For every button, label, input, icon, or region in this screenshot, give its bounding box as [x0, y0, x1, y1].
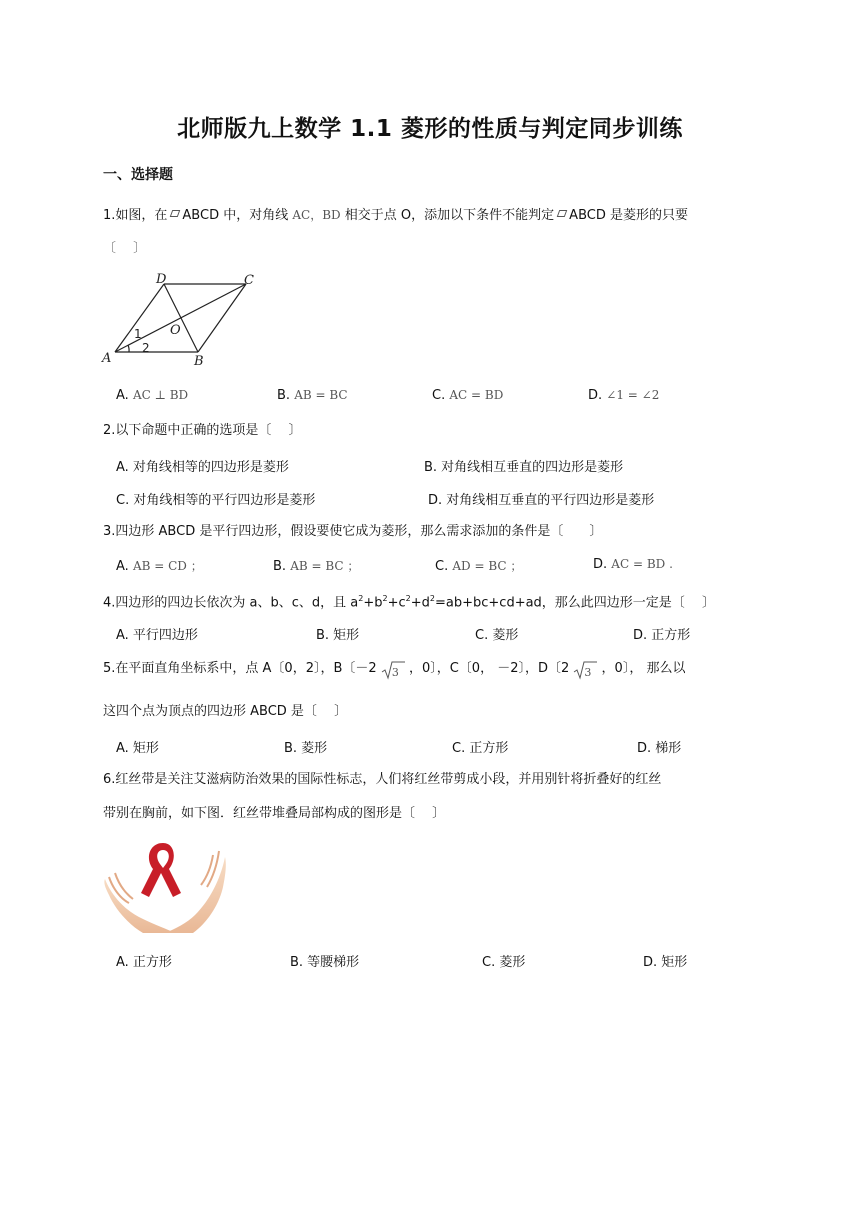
ribbon-icon	[141, 843, 181, 897]
question-6-line1: 6.红丝带是关注艾滋病防治效果的国际性标志，人们将红丝带剪成小段，并用别针将折叠好的红丝	[103, 772, 662, 787]
q1-option-a[interactable]: A. AC ⊥ BD	[116, 388, 189, 403]
q2-option-c[interactable]: C. 对角线相等的平行四边形是菱形	[116, 493, 316, 508]
angle-arc	[128, 345, 129, 352]
question-2-text: 2.以下命题中正确的选项是〔 〕	[103, 423, 302, 438]
q1-option-b[interactable]: B. AB = BC	[277, 388, 348, 403]
parallelogram-icon	[170, 210, 181, 217]
sqrt-symbol: 3	[381, 660, 405, 680]
q5-option-c[interactable]: C. 正方形	[452, 741, 509, 756]
q4-option-d[interactable]: D. 正方形	[633, 628, 691, 643]
q4-option-b[interactable]: B. 矩形	[316, 628, 360, 643]
q1-option-c[interactable]: C. AC = BD	[432, 388, 504, 403]
side-cb	[198, 284, 246, 352]
q4-option-a[interactable]: A. 平行四边形	[116, 628, 198, 643]
question-6-line2: 带别在胸前，如下图．红丝带堆叠局部构成的图形是〔 〕	[103, 806, 446, 821]
label-d: D	[156, 272, 167, 287]
question-5-text: 5.在平面直角坐标系中，点 A〔0，2〕，B〔－2 3 ，0〕，C〔0， －2〕，D〔2 3 ，0〕， 那么以	[103, 661, 686, 679]
q5-option-d[interactable]: D. 梯形	[637, 741, 682, 756]
q2-option-a[interactable]: A. 对角线相等的四边形是菱形	[116, 460, 289, 475]
q5-option-b[interactable]: B. 菱形	[284, 741, 328, 756]
label-a: A	[102, 351, 112, 366]
label-b: B	[194, 354, 204, 369]
q5-option-a[interactable]: A. 矩形	[116, 741, 159, 756]
q6-option-b[interactable]: B. 等腰梯形	[290, 955, 360, 970]
sqrt-symbol: 3	[573, 660, 597, 680]
label-angle-1: 1	[134, 327, 142, 341]
q1-option-d[interactable]: D. ∠1 = ∠2	[588, 388, 660, 403]
label-c: C	[244, 273, 254, 288]
side-ad	[115, 284, 164, 352]
section-heading: 一、选择题	[103, 167, 173, 183]
diagonal-bd	[164, 284, 198, 352]
red-ribbon-image	[103, 837, 227, 933]
q3-option-b[interactable]: B. AB = BC ；	[273, 559, 360, 574]
q3-option-c[interactable]: C. AD = BC ；	[435, 559, 523, 574]
rhombus-figure	[98, 272, 264, 372]
question-5-line2: 这四个点为顶点的四边形 ABCD 是〔 〕	[103, 704, 348, 719]
q6-option-a[interactable]: A. 正方形	[116, 955, 172, 970]
q6-option-d[interactable]: D. 矩形	[643, 955, 688, 970]
left-hand	[104, 879, 175, 933]
label-o: O	[170, 323, 181, 338]
q3-option-a[interactable]: A. AB = CD ；	[116, 559, 203, 574]
q6-option-c[interactable]: C. 菱形	[482, 955, 526, 970]
question-1-bracket: 〔 〕	[103, 241, 147, 256]
q2-option-d[interactable]: D. 对角线相互垂直的平行四边形是菱形	[428, 493, 655, 508]
question-4-text: 4.四边形的四边长依次为 a、b、c、d，且 $a^2+b^2+c^2+d^2=ab+bc+cd+ad$，那么此四边形一定是〔 〕	[103, 594, 715, 611]
label-angle-2: 2	[142, 341, 150, 355]
page-title: 北师版九上数学 1.1 菱形的性质与判定同步训练	[177, 116, 683, 142]
question-1-text: 1.如图，在 ABCD 中，对角线 AC，BD 相交于点 O，添加以下条件不能判定 ABCD 是菱形的只要	[103, 208, 688, 223]
q3-option-d[interactable]: D. AC = BD .	[593, 557, 673, 572]
parallelogram-icon	[557, 210, 568, 217]
q4-option-c[interactable]: C. 菱形	[475, 628, 519, 643]
q2-option-b[interactable]: B. 对角线相互垂直的四边形是菱形	[424, 460, 624, 475]
question-3-text: 3.四边形 ABCD 是平行四边形，假设要使它成为菱形，那么需求添加的条件是〔 〕	[103, 524, 603, 539]
